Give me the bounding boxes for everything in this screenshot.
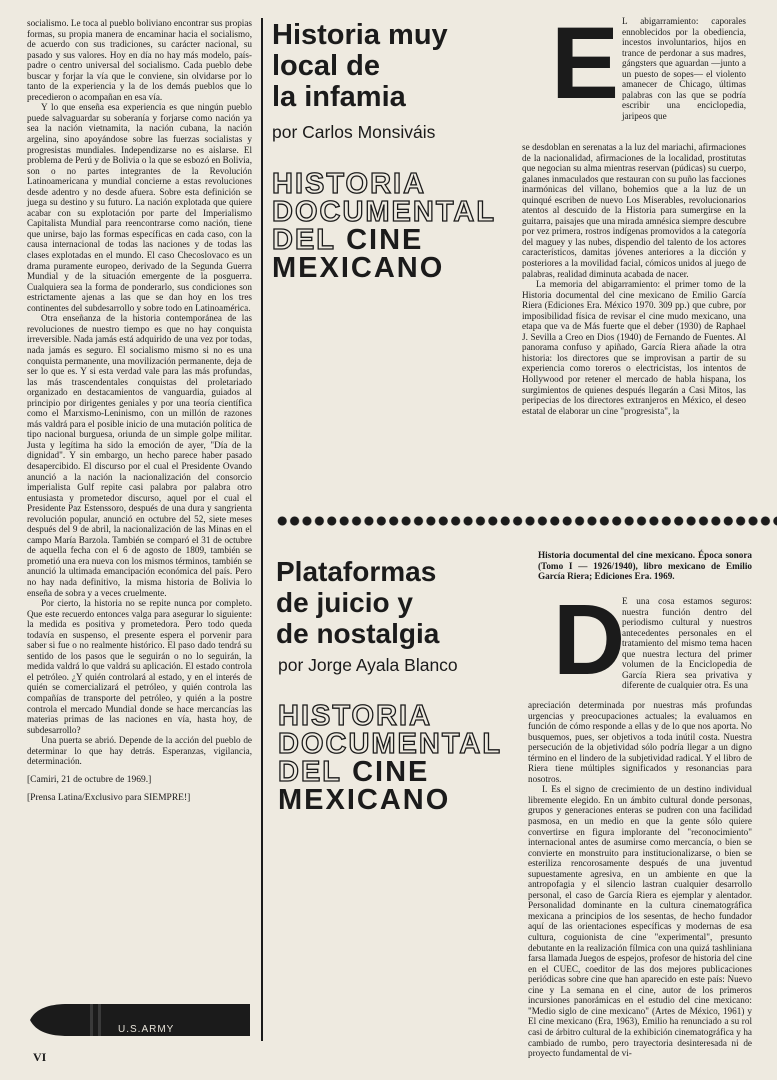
article-body: apreciación determinada por nuestras más profundas urgencias y preocupaciones actuales; la evaluamos en función de cómo responde a ellas y de lo que nos aporta. No busquemos, pues, ser objetivos a toda inútil costa. Nuestra persecución de la objetividad sólo podría llegar a un digno término en el lindero de la subjetividad radical. Y el libro de Riera tiene múltiples significados y resonancias para nosotros. I. Es el signo de crecimiento de un destino individual libremente elegido. En un ámbito cultural donde personas, grupos y generaciones enteras se pudren con una facilidad pasmosa, en un medio en que la gente sólo quiere convertirse en figura implorante del "reconocimiento" internacional antes de asumirse como mercancía, o bien se convierte en monstruito para institucionalizarse, o bien se esteriliza rencorosamente después de una juventud supuestamente agresiva, en un ambiente en que la antropofagia y el silencio lastran cualquier desarrollo personal, el caso de García Riera es ejemplar y alentador. Personalidad dominante en la cultura cinematográfica mexicana a principios de los sesentas, de hecho fundador aquí de las orientaciones específicas y modernas de esa cultura, coguionista de cine "experimental", presunto debutante en la realización fílmica con una quizá tashliniana farsa llamada Juegos de espejos, profesor de historia del cine en el CUEC, coeditor de las dos mejores publicaciones periódicas sobre cine que han aparecido en este país: Nuevo cine y La semana en el cine, autor de los primeros incursiones panorámicas en el estudio del cine mexicano: "Medio siglo de cine mexicano" (Artes de México, 1961) y El cine mexicano (Era, 1963), Emilio ha renunciado a su rol casi de árbitro cultural de la exhibición cinematográfica y ha cambiado de rumbo, pero trayectoria desinteresada ni de proyecto fundamental de vi- — [528, 700, 752, 1059]
dotted-separator — [276, 514, 777, 528]
article-body-intro: L abigarramiento: caporales ennoblecidos por la obediencia, incestos involuntarios, hijos en trance de perdonar a sus madres, gángsters que aguardan —junto a un puesto de sopes— el violento amanecer de Chicago, últimas palabras con las que se podría escribir una enciclopedia, jaripeos que — [622, 16, 746, 121]
page-number: VI — [33, 1050, 47, 1064]
dateline: [Camiri, 21 de octubre de 1969.] — [27, 774, 152, 785]
paragraph: Por cierto, la historia no se repite nunca por completo. Que este recuerdo entonces valga para asegurar lo siguiente: la medida es positiva y prometedora. Pero todo queda todavía en suspenso, el presente espera el porvenir para saber si fue o no realmente histórico. El paso dado tendrá su sentido de los pasos que le seguirán o no lo seguirán, la medida valdrá lo que valdrá su aplicación. El estado controla el petróleo. ¿Y quién controlará al estado, y en el interés de quién se comercializará el petróleo, y quién controla las compañías de transporte del petróleo, y quién a la postre controla el mercado Mundial donde se hace mercancías las materias primas de las naciones en vía, hasta hoy, de subdesarrollo? — [27, 598, 252, 735]
article-body-intro: E una cosa estamos seguros: nuestra función dentro del periodismo cultural y nuestros antecedentes personales en el tratamiento del mismo tema hacen que nuestra lectura del primer volumen de la Enciclopedia de García Riera sea privativa y diferente de cualquier otra. Es una — [622, 596, 752, 691]
book-citation: Historia documental del cine mexicano. Época sonora (Tomo I — 1926/1940), libro mexicano de Emilio García Riera; Ediciones Era. 1969. — [538, 550, 752, 582]
article-title: Plataformas de juicio y de nostalgia — [276, 556, 440, 649]
bullet-label: U.S.ARMY — [118, 1024, 175, 1035]
column-divider — [261, 18, 263, 1041]
article-body: se desdoblan en serenatas a la luz del mariachi, afirmaciones de la nacionalidad, afirmaciones de la localidad, prostitutas que negocian su alma mientras reservan (púdicas) su cuerpo, galanes inmaculados que restauran con su puño las facciones inarmónicas del villano, bohemios que a la luz de un quinqué escriben de nuevo Los Miserables, revolucionarios atentos al descuido de la Historia para sumergirse en la guitarra, paisajes que una mirada amnésica siempre descubre por vez primera, rostros indígenas promovidos a la categoría del maguey y las nubes, dispendio del talento de los actores característicos, damitas jóvenes anteriores a la dicción y posteriores a la movilidad facial, cómicos unidos al juego de palabras, realidad diminuta acabada de nacer. La memoria del abigarramiento: el primer tomo de la Historia documental del cine mexicano de Emilio García Riera (Ediciones Era. México 1970. 309 pp.) que cubre, por imposibilidad física de revisar el cine mudo mexicano, una etapa que va de Más fuerte que el deber (1930) de Raphael J. Sevilla a Creo en Dios (1940) de Fernando de Fuentes. Al panorama confuso y apiñado, García Riera añade la otra historia: los directores que se improvisan a partir de su experiencia como toreros o electricistas, los intentos de Hollywood por retener el mercado de habla hispana, los surgimientos de quienes después llegarán a Casi Mitos, las peripecias de los directores extranjeros en México, el deseo estatal de elaborar un cine "progresista", la — [522, 142, 746, 416]
credit: [Prensa Latina/Exclusivo para SIEMPRE!] — [27, 793, 191, 804]
book-logo: HISTORIA DOCUMENTAL DEL CINE MEXICANO — [278, 700, 503, 816]
drop-cap: D — [553, 584, 626, 696]
paragraph: Una puerta se abrió. Depende de la acción del pueblo de determinar lo que hay detrás. Esperanzas, vigilancia, determinación. — [27, 735, 252, 767]
paragraph: socialismo. Le toca al pueblo boliviano encontrar sus propias formas, su propia manera de encaminar hacia el socialismo, de acuerdo con sus tradiciones, su carácter nacional, su pasado y sus valores. Hoy en día no hay más modelo, país-padre o centro universal del socialismo. Cada pueblo debe buscar y forjar la vía que le conviene, sin olvidarse por lo tanto de la experiencia y la de los demás pueblos que lo precedieron o acompañan en esa vía. — [27, 18, 252, 102]
book-logo: HISTORIA DOCUMENTAL DEL CINE MEXICANO — [272, 168, 497, 284]
drop-cap: E — [551, 6, 620, 120]
byline: por Carlos Monsiváis — [272, 122, 436, 142]
byline: por Jorge Ayala Blanco — [278, 655, 458, 675]
left-column — [27, 18, 252, 804]
bullet-illustration — [28, 1000, 256, 1040]
paragraph: Otra enseñanza de la historia contemporánea de las revoluciones de nuestro tiempo es que no hay conquista irreversible. Nada jamás está adquirido de una vez por todas, nada jamás es seguro. El socialismo mismo si no es una conquista permanente, una movilización permanente, deja de ser lo que es. Y si esta verdad vale para las más profundas, las más trascendentales conquistas del proletariado organizado en destacamientos de vanguardia, guiados al principio por dirigentes geniales y por una teoría científica como el Marxismo-Leninismo, con un millón de razones más valdrá para el posible inicio de una mutación política de tipo nacional burguesa, oriunda de un simple golpe militar. Justa y legítima ha sido la emoción de ayer, "Día de la dignidad". Y sin embargo, un hecho parece haber pasado desapercibido. El discurso por el cual el Presidente Ovando anunció a la nación la nacionalización del consorcio imperialista Gulf repite casi palabra por palabra otro entusiasta y prometedor discurso, aquel por el cual el Presidente Paz Estenssoro, después de una dura y sangrienta revolución popular, anunció en octubre del 52, siete meses después del 9 de abril, la nacionalización de las Minas en el campo María Barzola. También se comparó el 31 de octubre de aquella fecha con el 6 de agosto de 1809, también se prometió una era nueva con los mismos términos, también se anunció la ultimada emancipación económica del país. Pero no hay nada definitivo, la misma historia de Bolivia lo enseña de sobra y a veces cruelmente. — [27, 313, 252, 598]
paragraph: Y lo que enseña esa experiencia es que ningún pueblo puede salvaguardar su soberanía y forjarse como nación ya sea la nación vietnamita, la nación cubana, la nación argelina, sino apoyándose sobre las fuerzas socialistas y progresistas mundiales. Independizarse no es aislarse. El problema de Perú y de Bolivia o la que se esbozó en Bolivia, son o no partes integrantes de la Revolución Latinoamericana y mundial concierne a estas revoluciones desde adentro y no desde afuera. Sobre esta definición se juega su destino y su futuro. La nación explotada que quiere acabar con su explotación por parte del Imperialismo Capitalista Mundial para reencontrarse como nación, tiene que unirse, bajo las formas específicas en cada caso, con la causa internacional de todas las naciones y de todas las clases explotadas en el mundo. El caso Checoslovaco es un drama puramente europeo, derivado de la Segunda Guerra Mundial y de la situación emergente de la posguerra. Cualquiera sea la forma de ponderarlo, sus condiciones son estrictamente ajenas a las que se dan hoy en los tres continentes del subdesarrollo y sobre todo en Latinoamérica. — [27, 102, 252, 313]
article-title: Historia muy local de la infamia — [272, 19, 448, 113]
